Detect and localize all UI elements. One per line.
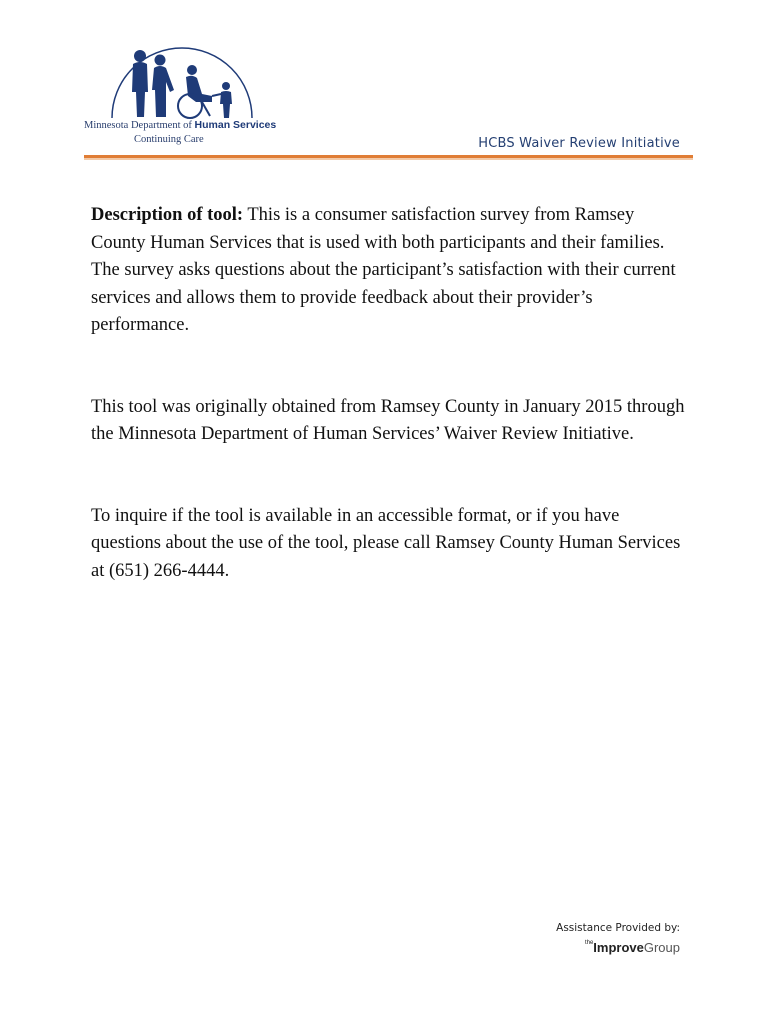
logo-org-prefix: Minnesota Department of [84, 120, 192, 131]
improve-group-logo [585, 940, 680, 955]
logo-division: Continuing Care [134, 134, 204, 145]
assistance-label: Assistance Provided by: [556, 922, 680, 934]
description-label: Description of tool: [91, 205, 244, 225]
logo-org-bold: Human Services [194, 119, 277, 131]
description-text: This is a consumer satisfaction survey from Ramsey County Human Services that is used with both participants and their families. The survey asks questions about the participant’s satisfaction with their current services and allows them to provide feedback about their provider’s performance. [91, 205, 676, 335]
mn-dhs-logo [84, 42, 284, 150]
description-paragraph [91, 202, 691, 340]
family-silhouette-icon [84, 42, 284, 122]
logo-org-name [84, 119, 276, 131]
inquiry-paragraph: To inquire if the tool is available in an accessible format, or if you have questions about the use of the tool, please call Ramsey County Human Services at (651) 266-4444. [91, 505, 681, 581]
logo-improve: Improve [593, 940, 644, 955]
document-body [91, 202, 691, 585]
logo-the: the [584, 940, 594, 946]
origin-paragraph: This tool was originally obtained from Ramsey County in January 2015 through the Minnesota Department of Human Services’ Waiver Review Initiative. [91, 396, 685, 444]
header-title: HCBS Waiver Review Initiative [478, 136, 680, 151]
logo-group: Group [643, 940, 680, 955]
header-divider-shadow [84, 158, 693, 160]
